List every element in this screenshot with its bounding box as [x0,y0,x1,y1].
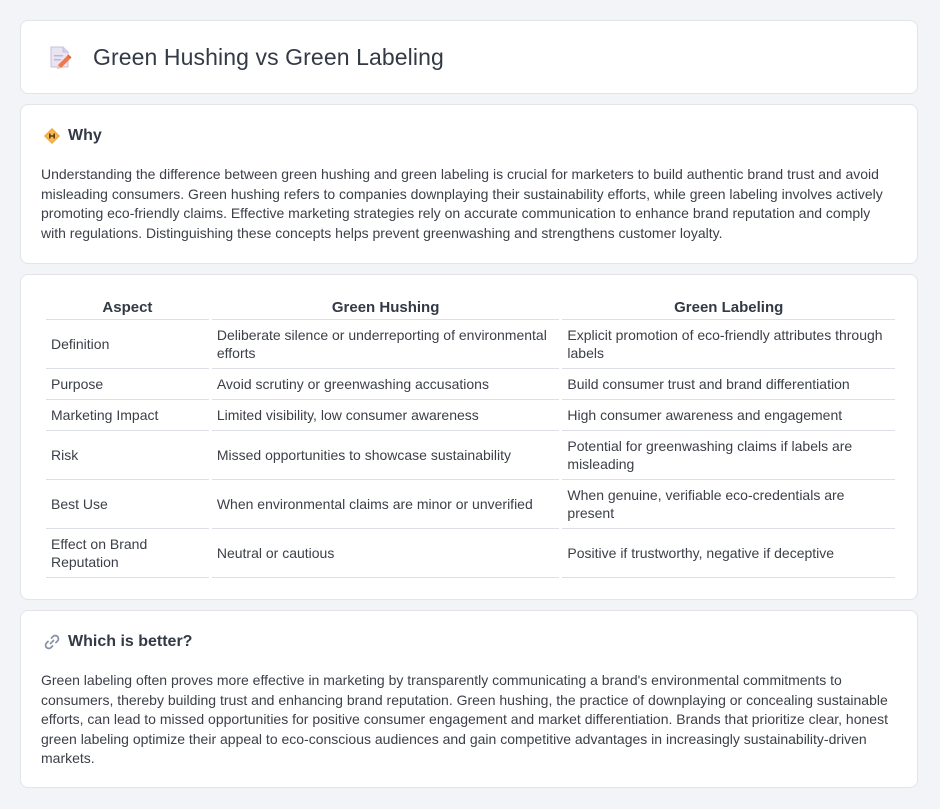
table-row [46,480,895,529]
link-icon [43,633,61,651]
column-header-green-hushing: Green Hushing [212,295,560,320]
comparison-table [43,295,898,578]
table-row [46,369,895,400]
cell-green-labeling: When genuine, verifiable eco-credentials are present [562,480,895,529]
why-text: Understanding the difference between green hushing and green labeling is crucial for marketers to build authentic brand trust and avoid misleading consumers. Green hushing refers to companies downplaying their sustainability efforts, while green labeling involves actively promoting eco-friendly claims. Effective marketing strategies rely on accurate communication to enhance brand reputation and comply with regulations. Distinguishing these concepts helps prevent greenwashing and strengthens customer loyalty. [41,166,883,241]
which-is-better-card [20,610,918,788]
title-row [47,43,444,71]
diamond-badge-icon [43,127,61,145]
why-card [20,104,918,264]
cell-aspect: Risk [46,431,209,480]
cell-green-hushing: Limited visibility, low consumer awareness [212,400,560,431]
cell-aspect: Effect on Brand Reputation [46,529,209,578]
table-row [46,400,895,431]
cell-green-hushing: Avoid scrutiny or greenwashing accusations [212,369,560,400]
better-title: Which is better? [68,633,193,650]
comparison-card [20,274,918,600]
cell-green-labeling: Potential for greenwashing claims if labels are misleading [562,431,895,480]
table-row [46,529,895,578]
table-header-row [46,295,895,320]
why-heading [43,127,102,145]
cell-green-hushing: Missed opportunities to showcase sustainability [212,431,560,480]
cell-aspect: Best Use [46,480,209,529]
better-heading [43,633,192,651]
column-header-aspect: Aspect [46,295,209,320]
cell-aspect: Marketing Impact [46,400,209,431]
cell-green-hushing: When environmental claims are minor or unverified [212,480,560,529]
cell-green-labeling: High consumer awareness and engagement [562,400,895,431]
why-title: Why [68,127,102,144]
table-row [46,320,895,369]
column-header-green-labeling: Green Labeling [562,295,895,320]
document-pencil-icon [47,43,73,71]
cell-green-hushing: Deliberate silence or underreporting of environmental efforts [212,320,560,369]
better-text: Green labeling often proves more effective in marketing by transparently communicating a brand's environmental commitments to consumers, thereby building trust and enhancing brand reputation. Green hushing, the practice of downplaying or concealing sustainable efforts, can lead to missed opportunities for positive consumer engagement and market differentiation. Brands that prioritize clear, honest green labeling optimize their appeal to eco-conscious audiences and gain competitive advantages in increasingly sustainability-driven markets. [41,672,888,766]
cell-aspect: Purpose [46,369,209,400]
cell-green-hushing: Neutral or cautious [212,529,560,578]
table-row [46,431,895,480]
cell-green-labeling: Positive if trustworthy, negative if deceptive [562,529,895,578]
cell-green-labeling: Build consumer trust and brand differentiation [562,369,895,400]
page-title: Green Hushing vs Green Labeling [93,43,444,70]
cell-aspect: Definition [46,320,209,369]
cell-green-labeling: Explicit promotion of eco-friendly attributes through labels [562,320,895,369]
title-card [20,20,918,94]
